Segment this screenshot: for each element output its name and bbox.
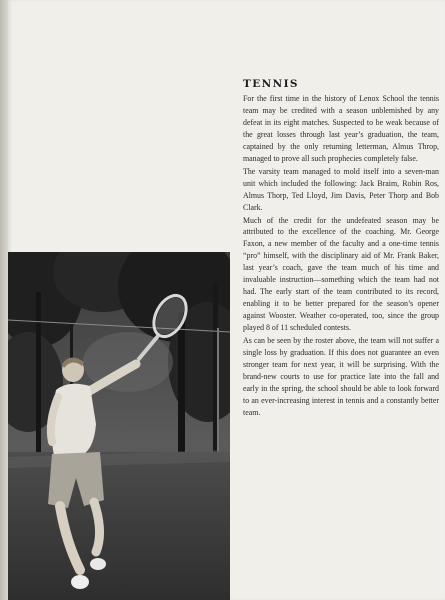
book-spine-shadow xyxy=(0,0,8,600)
article-paragraph-3: Much of the credit for the undefeated season may be attributed to the excellence of the coaching. Mr. George Faxon, a new member of the faculty and a one-time tennis “pro” himself, with the disciplinary aid of Mr. Frank Baker, last year’s coach, gave the team much of his time and invaluable instruction—something which the team had not had. The early start of the team contributed to its record, enabling it to be better prepared for the season’s opener against Wooster. Weather co-operated, too, since the group played 8 of 11 scheduled contests. xyxy=(243,215,439,333)
article-column xyxy=(243,78,439,420)
article-paragraph-4: As can be seen by the roster above, the team will not suffer a single loss by graduation. If this does not guarantee an even stronger team for next year, it will be surprising. With the brand-new courts to use for practice late into the fall and early in the spring, the school should be able to look forward to an ever-increasing interest in tennis and a constantly better team. xyxy=(243,336,439,417)
article-paragraph-1: For the first time in the history of Lenox School the tennis team may be credited with a season unblemished by any defeat in its eight matches. Suspected to be weak because of the great losses through last year’s graduation, the team, captained by the only returning letterman, Almus Throp, managed to prove all such prophecies completely false. xyxy=(243,94,439,163)
tennis-player-photo xyxy=(8,252,230,600)
article-heading: TENNIS xyxy=(243,78,299,90)
article-paragraph-2: The varsity team managed to mold itself into a seven-man unit which included the following: Jack Braim, Robin Ros, Almus Thorp, Ted Lloyd, Jim Davis, Peter Thorp and Bob Clark. xyxy=(243,166,439,212)
